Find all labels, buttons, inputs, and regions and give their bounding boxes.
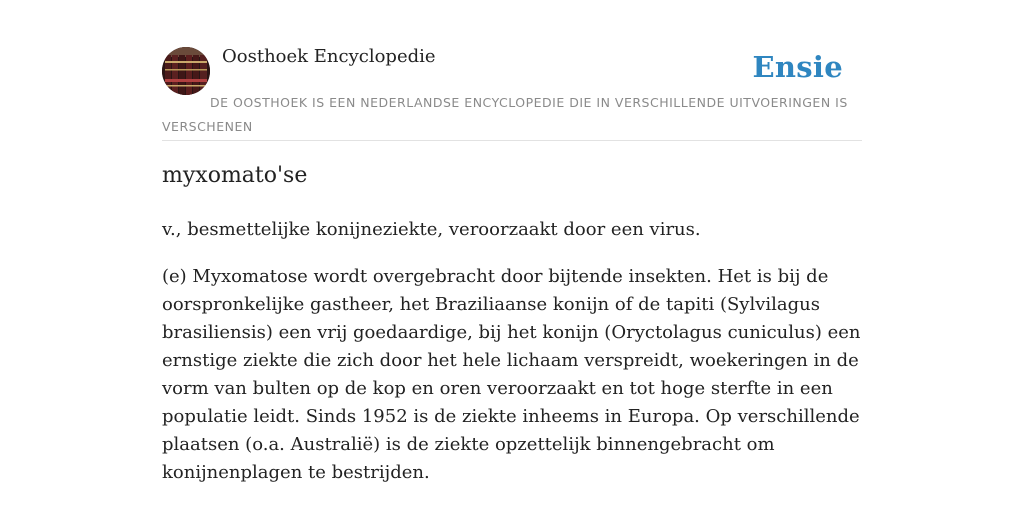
site-tagline: DE OOSTHOEK IS EEN NEDERLANDSE ENCYCLOPEDIE DIE IN VERSCHILLENDE UITVOERINGEN IS VERSCHENEN: [162, 95, 848, 134]
entry-term: myxomato'se: [162, 163, 308, 188]
site-title[interactable]: Oosthoek Encyclopedie: [222, 46, 436, 67]
site-header: [162, 0, 862, 141]
page-container: [162, 0, 862, 483]
entry-definition: v., besmettelijke konijneziekte, veroorzaakt door een virus.: [162, 219, 701, 240]
brand-logo[interactable]: Ensie: [752, 50, 843, 84]
encyclopedia-books-icon[interactable]: [162, 47, 210, 95]
entry-body: (e) Myxomatose wordt overgebracht door bijtende insekten. Het is bij de oorspronkelijke gastheer, het Braziliaanse konijn of de tapiti (Sylvilagus brasiliensis) een vrij goedaardige, bij het konijn (Oryctolagus cuniculus) een ernstige ziekte die zich door het hele lichaam verspreidt, woekeringen in de vorm van bulten op de kop en oren veroorzaakt en tot hoge sterfte in een populatie leidt. Sinds 1952 is de ziekte inheems in Europa. Op verschillende plaatsen (o.a. Australië) is de ziekte opzettelijk binnengebracht om konijnenplagen te bestrijden.: [162, 266, 861, 483]
